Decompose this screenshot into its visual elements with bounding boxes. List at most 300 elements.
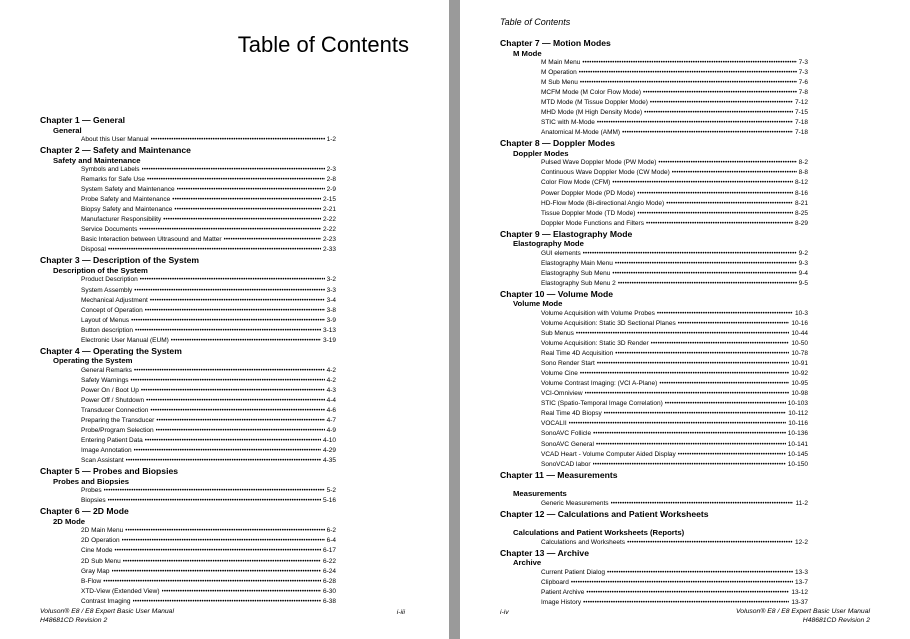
toc-page-ref: 4-35 bbox=[322, 457, 336, 465]
toc-entry[interactable] bbox=[40, 306, 336, 316]
footer-document bbox=[736, 607, 870, 625]
dot-leader bbox=[658, 159, 796, 168]
toc-entry[interactable] bbox=[40, 436, 336, 446]
toc-chapter-heading[interactable]: Chapter 12 — Calculations and Patient Worksheets bbox=[500, 508, 709, 519]
toc-entry-title: Preparing the Transducer bbox=[81, 417, 155, 425]
toc-entry[interactable] bbox=[500, 399, 808, 409]
toc-section-heading[interactable]: M Mode bbox=[513, 48, 542, 58]
toc-entry-title: Manufacturer Responsibility bbox=[81, 216, 162, 224]
dot-leader bbox=[134, 367, 325, 376]
dot-leader bbox=[615, 350, 789, 359]
toc-entry[interactable] bbox=[40, 175, 336, 185]
toc-section-heading[interactable]: Volume Mode bbox=[513, 299, 563, 309]
toc-entry[interactable] bbox=[500, 189, 808, 199]
toc-entry[interactable] bbox=[500, 178, 808, 188]
toc-entry[interactable] bbox=[500, 158, 808, 168]
toc-page-ref: 2-22 bbox=[322, 226, 336, 234]
toc-entry-title: Elastography Main Menu bbox=[541, 259, 613, 267]
toc-page-ref: 7-8 bbox=[798, 89, 808, 97]
toc-section-heading[interactable]: Operating the System bbox=[53, 356, 133, 366]
toc-entry[interactable] bbox=[40, 366, 336, 376]
toc-page-ref: 10-136 bbox=[787, 430, 808, 438]
toc-page-ref: 2-8 bbox=[326, 176, 336, 184]
toc-section-heading[interactable]: General bbox=[53, 125, 82, 135]
toc-entry[interactable] bbox=[40, 546, 336, 556]
dot-leader bbox=[637, 190, 793, 199]
toc-entry-title: 2D Main Menu bbox=[81, 527, 124, 535]
toc-entry-title: Anatomical M-Mode (AMM) bbox=[541, 129, 621, 137]
toc-page-ref: 8-8 bbox=[798, 169, 808, 177]
dot-leader bbox=[651, 340, 790, 349]
toc-entry-title: Mechanical Adjustment bbox=[81, 296, 148, 304]
toc-entry[interactable] bbox=[500, 419, 808, 429]
toc-entry-title: Power Off / Shutdown bbox=[81, 396, 145, 404]
toc-entry-title: Continuous Wave Doppler Mode (CW Mode) bbox=[541, 169, 670, 177]
toc-chapter-heading[interactable]: Chapter 7 — Motion Modes bbox=[500, 38, 611, 48]
toc-page-ref: 4-2 bbox=[326, 376, 336, 384]
toc-entry-title: General Remarks bbox=[81, 366, 132, 374]
toc-section-heading[interactable]: Description of the System bbox=[53, 266, 148, 276]
dot-leader bbox=[659, 380, 789, 389]
toc-page-ref: 4-3 bbox=[326, 386, 336, 394]
dot-leader bbox=[104, 487, 325, 496]
dot-leader bbox=[644, 109, 793, 118]
toc-list-right bbox=[500, 38, 808, 608]
toc-entry-title: Transducer Connection bbox=[81, 406, 149, 414]
toc-entry[interactable] bbox=[40, 245, 336, 255]
left-page bbox=[0, 0, 449, 639]
toc-page-ref: 4-6 bbox=[326, 406, 336, 414]
toc-entry[interactable] bbox=[40, 396, 336, 406]
dot-leader bbox=[665, 400, 786, 409]
dot-leader bbox=[108, 497, 321, 506]
toc-page-ref: 13-37 bbox=[791, 598, 808, 606]
toc-entry[interactable] bbox=[40, 426, 336, 436]
toc-list-left bbox=[40, 115, 336, 607]
toc-page-ref: 4-29 bbox=[322, 447, 336, 455]
right-page bbox=[460, 0, 910, 639]
dot-leader bbox=[678, 320, 790, 329]
toc-chapter-heading[interactable]: Chapter 11 — Measurements bbox=[500, 469, 618, 480]
dot-leader bbox=[134, 287, 324, 296]
toc-entry-title: HD-Flow Mode (Bi-directional Angio Mode) bbox=[541, 199, 665, 207]
toc-page-ref: 10-50 bbox=[791, 340, 808, 348]
toc-page-ref: 8-2 bbox=[798, 159, 808, 167]
toc-page-ref: 9-5 bbox=[798, 279, 808, 287]
toc-entry-title: MTD Mode (M Tissue Doppler Mode) bbox=[541, 99, 648, 107]
toc-entry-title: B-Flow bbox=[81, 577, 102, 585]
toc-page-ref: 7-18 bbox=[794, 119, 808, 127]
toc-page-ref: 2-9 bbox=[326, 186, 336, 194]
toc-chapter-heading[interactable]: Chapter 4 — Operating the System bbox=[40, 345, 182, 356]
toc-entry[interactable] bbox=[40, 296, 336, 306]
toc-entry-title: Doppler Mode Functions and Filters bbox=[541, 219, 644, 227]
toc-page-ref: 10-98 bbox=[791, 390, 808, 398]
dot-leader bbox=[576, 330, 789, 339]
toc-page-ref: 10-91 bbox=[791, 360, 808, 368]
toc-entry[interactable] bbox=[40, 456, 336, 466]
toc-entry[interactable] bbox=[40, 195, 336, 205]
toc-entry[interactable] bbox=[40, 526, 336, 536]
dot-leader bbox=[171, 337, 321, 346]
toc-entry[interactable] bbox=[500, 369, 808, 379]
toc-page-ref: 2-33 bbox=[322, 246, 336, 254]
toc-entry-title: Volume Cine bbox=[541, 370, 578, 378]
toc-entry[interactable] bbox=[500, 568, 808, 578]
toc-entry[interactable] bbox=[500, 329, 808, 339]
toc-entry[interactable] bbox=[40, 587, 336, 597]
toc-entry[interactable] bbox=[500, 460, 808, 470]
toc-page-ref: 10-145 bbox=[787, 450, 808, 458]
toc-entry[interactable] bbox=[40, 275, 336, 285]
toc-entry-title: Volume Acquisition: Static 3D Sectional Planes bbox=[541, 319, 676, 327]
toc-page-ref: 3-19 bbox=[322, 336, 336, 344]
dot-leader bbox=[123, 558, 321, 567]
toc-page-ref: 6-28 bbox=[322, 577, 336, 585]
toc-page-ref: 2-23 bbox=[322, 236, 336, 244]
dot-leader bbox=[130, 377, 324, 386]
dot-leader bbox=[580, 79, 797, 88]
toc-entry[interactable] bbox=[40, 316, 336, 326]
toc-page-ref: 4-4 bbox=[326, 396, 336, 404]
toc-page-ref: 6-22 bbox=[322, 557, 336, 565]
toc-entry-title: GUI elements bbox=[541, 249, 581, 257]
toc-entry-title: Gray Map bbox=[81, 567, 110, 575]
toc-entry-title: Electronic User Manual (EUM) bbox=[81, 336, 169, 344]
toc-entry-title: M Main Menu bbox=[541, 59, 581, 66]
running-head: Table of Contents bbox=[500, 17, 571, 27]
toc-entry-title: M Operation bbox=[541, 69, 577, 77]
toc-page-ref: 7-18 bbox=[794, 129, 808, 137]
toc-entry[interactable] bbox=[500, 319, 808, 329]
toc-entry[interactable] bbox=[40, 235, 336, 245]
toc-entry-title: System Safety and Maintenance bbox=[81, 186, 175, 194]
toc-page-ref: 7-15 bbox=[794, 109, 808, 117]
toc-entry[interactable] bbox=[500, 309, 808, 319]
toc-entry[interactable] bbox=[500, 108, 808, 118]
dot-leader bbox=[615, 260, 797, 269]
dot-leader bbox=[571, 579, 793, 588]
toc-entry[interactable] bbox=[40, 165, 336, 175]
toc-entry-title: Service Documents bbox=[81, 226, 138, 234]
toc-page-ref: 13-3 bbox=[794, 568, 808, 576]
toc-entry-title: Power On / Boot Up bbox=[81, 386, 139, 394]
toc-section-heading[interactable]: 2D Mode bbox=[53, 516, 86, 526]
dot-leader bbox=[643, 89, 797, 98]
toc-entry[interactable] bbox=[40, 597, 336, 607]
toc-page-ref: 6-17 bbox=[322, 547, 336, 555]
toc-section-heading[interactable]: Archive bbox=[513, 558, 542, 568]
toc-page-ref: 8-16 bbox=[794, 189, 808, 197]
toc-chapter-heading[interactable]: Chapter 6 — 2D Mode bbox=[40, 506, 129, 517]
dot-leader bbox=[597, 360, 790, 369]
toc-entry[interactable] bbox=[500, 78, 808, 88]
dot-leader bbox=[596, 441, 786, 450]
toc-entry[interactable] bbox=[500, 259, 808, 269]
toc-page-ref: 6-30 bbox=[322, 587, 336, 595]
toc-entry-title: Image Annotation bbox=[81, 447, 132, 455]
dot-leader bbox=[145, 437, 321, 446]
toc-entry-title: Sono Render Start bbox=[541, 360, 595, 368]
toc-entry-title: Elastography Sub Menu 2 bbox=[541, 279, 616, 287]
toc-entry[interactable] bbox=[40, 205, 336, 215]
toc-chapter-heading[interactable]: Chapter 1 — General bbox=[40, 115, 126, 125]
toc-entry[interactable] bbox=[500, 389, 808, 399]
toc-entry[interactable] bbox=[500, 429, 808, 439]
toc-entry-title: Patient Archive bbox=[541, 588, 585, 596]
toc-entry-title: Probe/Program Selection bbox=[81, 427, 154, 435]
toc-entry-title: MCFM Mode (M Color Flow Mode) bbox=[541, 89, 642, 97]
toc-section-heading[interactable]: Measurements bbox=[513, 489, 567, 499]
toc-entry[interactable] bbox=[500, 199, 808, 209]
toc-section-heading[interactable]: Probes and Biopsies bbox=[53, 476, 130, 486]
toc-entry[interactable] bbox=[500, 279, 808, 289]
toc-entry[interactable] bbox=[40, 215, 336, 225]
toc-page-ref: 7-6 bbox=[798, 79, 808, 87]
toc-entry-title: Probes bbox=[81, 487, 102, 495]
toc-entry-title: Symbols and Labels bbox=[81, 166, 140, 174]
toc-entry[interactable] bbox=[40, 577, 336, 587]
toc-spacer bbox=[500, 480, 808, 489]
dot-leader bbox=[627, 539, 793, 548]
toc-entry[interactable] bbox=[500, 578, 808, 588]
dot-leader bbox=[131, 317, 325, 326]
toc-entry[interactable] bbox=[500, 588, 808, 598]
toc-entry[interactable] bbox=[40, 376, 336, 386]
toc-entry-title: Real Time 4D Biopsy bbox=[541, 410, 602, 418]
dot-leader bbox=[114, 547, 321, 556]
toc-entry[interactable] bbox=[500, 219, 808, 229]
toc-entry[interactable] bbox=[40, 185, 336, 195]
toc-entry-title: Sub Menus bbox=[541, 329, 574, 337]
toc-entry-title: Layout of Menus bbox=[81, 316, 130, 324]
toc-page-ref: 3-2 bbox=[326, 276, 336, 284]
toc-entry-title: M Sub Menu bbox=[541, 79, 578, 87]
toc-page-ref: 3-13 bbox=[322, 326, 336, 334]
dot-leader bbox=[612, 179, 793, 188]
toc-entry-title: Contrast Imaging bbox=[81, 597, 131, 605]
toc-page-ref: 10-95 bbox=[791, 380, 808, 388]
toc-entry[interactable] bbox=[500, 68, 808, 78]
dot-leader bbox=[162, 588, 321, 597]
toc-page-ref: 3-4 bbox=[326, 296, 336, 304]
toc-entry-title: Tissue Doppler Mode (TD Mode) bbox=[541, 209, 636, 217]
toc-page-ref: 5-2 bbox=[326, 487, 336, 495]
toc-entry[interactable] bbox=[500, 88, 808, 98]
dot-leader bbox=[586, 589, 789, 598]
toc-entry[interactable] bbox=[40, 536, 336, 546]
toc-entry[interactable] bbox=[500, 339, 808, 349]
toc-entry-title: Calculations and Worksheets bbox=[541, 538, 626, 546]
toc-entry[interactable] bbox=[500, 209, 808, 219]
toc-page-ref: 4-2 bbox=[326, 366, 336, 374]
toc-entry[interactable] bbox=[500, 499, 808, 509]
dot-leader bbox=[607, 569, 793, 578]
dot-leader bbox=[146, 397, 324, 406]
toc-page-ref: 10-44 bbox=[791, 329, 808, 337]
toc-page-ref: 9-2 bbox=[798, 249, 808, 257]
toc-entry-title: SonoVCAD labor bbox=[541, 460, 591, 468]
dot-leader bbox=[156, 427, 325, 436]
dot-leader bbox=[678, 451, 786, 460]
toc-entry-title: Color Flow Mode (CFM) bbox=[541, 179, 611, 187]
toc-section-heading[interactable]: Doppler Modes bbox=[513, 148, 569, 158]
toc-entry-title: Image History bbox=[541, 598, 582, 606]
toc-entry[interactable] bbox=[40, 135, 336, 145]
toc-page-ref: 10-141 bbox=[787, 440, 808, 448]
toc-page-ref: 10-92 bbox=[791, 370, 808, 378]
dot-leader bbox=[147, 176, 325, 185]
toc-chapter-heading[interactable]: Chapter 10 — Volume Mode bbox=[500, 288, 614, 299]
dot-leader bbox=[612, 270, 796, 279]
dot-leader bbox=[133, 598, 321, 607]
toc-page-ref: 1-2 bbox=[326, 136, 336, 143]
toc-entry-title: About this User Manual bbox=[81, 136, 149, 143]
toc-entry-title: SonoAVC General bbox=[541, 440, 594, 448]
toc-page-ref: 10-16 bbox=[791, 319, 808, 327]
dot-leader bbox=[126, 457, 321, 466]
toc-section-heading[interactable]: Calculations and Patient Worksheets (Reports) bbox=[513, 528, 685, 538]
toc-entry[interactable] bbox=[40, 557, 336, 567]
footer-revision: H48681CD Revision 2 bbox=[40, 617, 108, 624]
toc-page-ref: 8-12 bbox=[794, 179, 808, 187]
toc-entry-title: Probe Safety and Maintenance bbox=[81, 196, 171, 204]
dot-leader bbox=[156, 417, 324, 426]
toc-page-ref: 6-4 bbox=[326, 537, 336, 545]
toc-entry-title: Remarks for Safe Use bbox=[81, 176, 145, 184]
toc-page-ref: 2-15 bbox=[322, 196, 336, 204]
toc-entry-title: Biopsies bbox=[81, 497, 106, 505]
toc-entry[interactable] bbox=[500, 128, 808, 138]
toc-entry[interactable] bbox=[500, 379, 808, 389]
dot-leader bbox=[142, 166, 325, 175]
toc-entry[interactable] bbox=[500, 450, 808, 460]
toc-page-ref: 5-16 bbox=[322, 497, 336, 505]
toc-section-heading[interactable]: Elastography Mode bbox=[513, 239, 584, 249]
toc-chapter-heading[interactable]: Chapter 13 — Archive bbox=[500, 547, 589, 558]
toc-page-ref: 4-10 bbox=[322, 437, 336, 445]
toc-entry-title: Cine Mode bbox=[81, 547, 113, 555]
toc-entry-title: Safety Warnings bbox=[81, 376, 129, 384]
page-number: i-iii bbox=[396, 609, 405, 616]
toc-page-ref: 10-150 bbox=[787, 460, 808, 468]
toc-entry-title: VOCALII bbox=[541, 420, 567, 428]
toc-entry-title: XTD-View (Extended View) bbox=[81, 587, 160, 595]
dot-leader bbox=[174, 206, 321, 215]
dot-leader bbox=[177, 186, 325, 195]
dot-leader bbox=[569, 420, 787, 429]
toc-page-ref: 4-7 bbox=[326, 417, 336, 425]
toc-page-ref: 9-4 bbox=[798, 269, 808, 277]
toc-entry[interactable] bbox=[40, 446, 336, 456]
toc-entry-title: Real Time 4D Acquisition bbox=[541, 350, 614, 358]
toc-entry[interactable] bbox=[40, 486, 336, 496]
dot-leader bbox=[112, 568, 321, 577]
toc-entry-title: VCAD Heart - Volume Computer Aided Display bbox=[541, 450, 676, 458]
toc-chapter-heading[interactable]: Chapter 9 — Elastography Mode bbox=[500, 228, 633, 239]
dot-leader bbox=[583, 250, 797, 259]
toc-entry[interactable] bbox=[500, 409, 808, 419]
toc-entry[interactable] bbox=[40, 326, 336, 336]
toc-entry[interactable] bbox=[500, 249, 808, 259]
toc-chapter-heading[interactable]: Chapter 3 — Description of the System bbox=[40, 255, 200, 266]
toc-entry[interactable] bbox=[40, 225, 336, 235]
toc-entry[interactable] bbox=[40, 416, 336, 426]
toc-entry[interactable] bbox=[40, 496, 336, 506]
toc-entry[interactable] bbox=[500, 58, 808, 68]
toc-entry[interactable] bbox=[40, 336, 336, 346]
dot-leader bbox=[646, 220, 793, 229]
dot-leader bbox=[145, 307, 325, 316]
toc-section-heading[interactable]: Safety and Maintenance bbox=[53, 155, 141, 165]
toc-entry-title: Volume Acquisition with Volume Probes bbox=[541, 309, 655, 317]
toc-page-ref: 8-21 bbox=[794, 199, 808, 207]
toc-entry[interactable] bbox=[40, 286, 336, 296]
toc-entry-title: Disposal bbox=[81, 246, 106, 254]
toc-entry-title: Biopsy Safety and Maintenance bbox=[81, 206, 173, 214]
toc-entry-title: 2D Operation bbox=[81, 537, 120, 545]
dot-leader bbox=[637, 210, 793, 219]
toc-page-ref: 8-25 bbox=[794, 209, 808, 217]
toc-entry[interactable] bbox=[500, 98, 808, 108]
toc-page-ref: 6-24 bbox=[322, 567, 336, 575]
toc-page-ref: 3-3 bbox=[326, 286, 336, 294]
dot-leader bbox=[122, 537, 325, 546]
toc-entry[interactable] bbox=[500, 168, 808, 178]
dot-leader bbox=[150, 407, 324, 416]
toc-page-ref: 2-22 bbox=[322, 216, 336, 224]
toc-page-ref: 12-2 bbox=[794, 538, 808, 546]
toc-page-ref: 3-8 bbox=[326, 306, 336, 314]
dot-leader bbox=[657, 310, 793, 319]
toc-page-ref: 7-12 bbox=[794, 99, 808, 107]
toc-chapter-heading[interactable]: Chapter 2 — Safety and Maintenance bbox=[40, 145, 191, 156]
toc-entry[interactable] bbox=[500, 118, 808, 128]
dot-leader bbox=[103, 578, 321, 587]
toc-entry[interactable] bbox=[500, 359, 808, 369]
toc-page-ref: 10-103 bbox=[787, 400, 808, 408]
toc-page-ref: 2-21 bbox=[322, 206, 336, 214]
dot-leader bbox=[650, 99, 793, 108]
toc-page-ref: 11-2 bbox=[795, 499, 808, 507]
toc-entry[interactable] bbox=[500, 440, 808, 450]
toc-entry[interactable] bbox=[40, 386, 336, 396]
toc-entry[interactable] bbox=[500, 349, 808, 359]
toc-entry[interactable] bbox=[500, 269, 808, 279]
toc-chapter-heading[interactable]: Chapter 5 — Probes and Biopsies bbox=[40, 466, 179, 477]
dot-leader bbox=[135, 327, 321, 336]
dot-leader bbox=[593, 461, 786, 470]
toc-entry[interactable] bbox=[40, 406, 336, 416]
toc-page-ref: 3-9 bbox=[326, 316, 336, 324]
footer-doc-title: Voluson® E8 / E8 Expert Basic User Manual bbox=[40, 608, 174, 615]
toc-page-ref: 13-12 bbox=[791, 588, 808, 596]
toc-entry-title: VCI-Omniview bbox=[541, 390, 583, 398]
toc-entry-title: Concept of Operation bbox=[81, 306, 143, 314]
toc-page-ref: 8-29 bbox=[794, 219, 808, 227]
toc-page-ref: 7-3 bbox=[798, 69, 808, 77]
dot-leader bbox=[611, 500, 794, 509]
toc-chapter-heading[interactable]: Chapter 8 — Doppler Modes bbox=[500, 138, 616, 149]
toc-entry[interactable] bbox=[500, 538, 808, 548]
toc-page-ref: 6-38 bbox=[322, 597, 336, 605]
dot-leader bbox=[580, 370, 790, 379]
toc-spacer bbox=[500, 519, 808, 528]
toc-entry[interactable] bbox=[40, 567, 336, 577]
toc-entry-title: Product Description bbox=[81, 276, 138, 284]
dot-leader bbox=[172, 196, 321, 205]
dot-leader bbox=[150, 297, 325, 306]
